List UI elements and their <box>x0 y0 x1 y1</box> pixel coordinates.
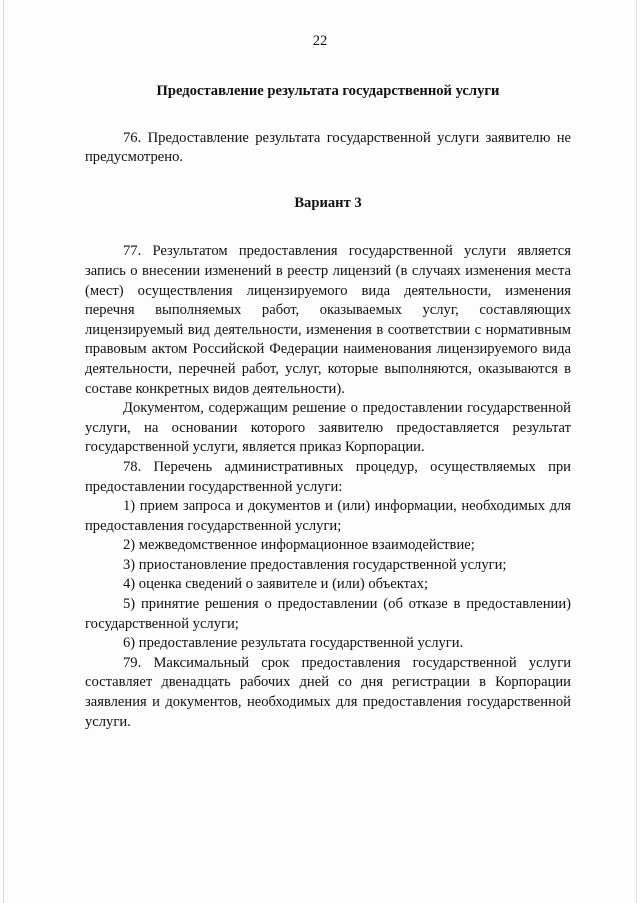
list-item-1: 1) прием запроса и документов и (или) информации, необходимых для предоставления государственной услуги; <box>85 498 571 534</box>
scan-edge-right <box>636 0 637 903</box>
list-item-4: 4) оценка сведений о заявителе и (или) объектах; <box>123 576 429 593</box>
paragraph-76: 76. Предоставление результата государственной услуги заявителю не предусмотрено. <box>85 129 571 166</box>
section-heading-result: Предоставление результата государственной услуги <box>156 83 500 99</box>
list-item-6: 6) предоставление результата государственной услуги. <box>123 635 464 652</box>
paragraph-77: 77. Результатом предоставления государственной услуги является запись о внесении изменений в реестр лицензий (в случаях изменения места (мест) осуществления лицензируемого вида деятельности, изменения перечня выполняемых работ, оказываемых услуг, составляющих лицензируемый вид деятельности, изменения в соответствии с нормативным правовым актом Российской Федерации наименования лицензируемого вида деятельности, перечней работ, услуг, которые выполняются, оказываются в составе конкретных видов деятельности). <box>85 243 571 397</box>
paragraph-79: 79. Максимальный срок предоставления государственной услуги составляет двенадцать рабочих дней со дня регистрации в Корпорации заявления и документов, необходимых для предоставления государственной услуги. <box>85 654 571 730</box>
document-body <box>85 68 571 732</box>
list-item-3: 3) приостановление предоставления государственной услуги; <box>123 556 507 573</box>
paragraph-78: 78. Перечень административных процедур, осуществляемых при предоставлении государственной услуги: <box>85 458 571 495</box>
page-number: 22 <box>312 33 328 49</box>
list-item-2: 2) межведомственное информационное взаимодействие; <box>123 537 475 554</box>
paragraph-document: Документом, содержащим решение о предоставлении государственной услуги, на основании которого заявителю предоставляется результат государственной услуги, является приказ Корпорации. <box>85 400 571 456</box>
list-item-5: 5) принятие решения о предоставлении (об отказе в предоставлении) государственной услуги; <box>85 596 571 632</box>
scan-edge-left <box>3 0 4 903</box>
section-heading-variant-3: Вариант 3 <box>294 194 362 211</box>
